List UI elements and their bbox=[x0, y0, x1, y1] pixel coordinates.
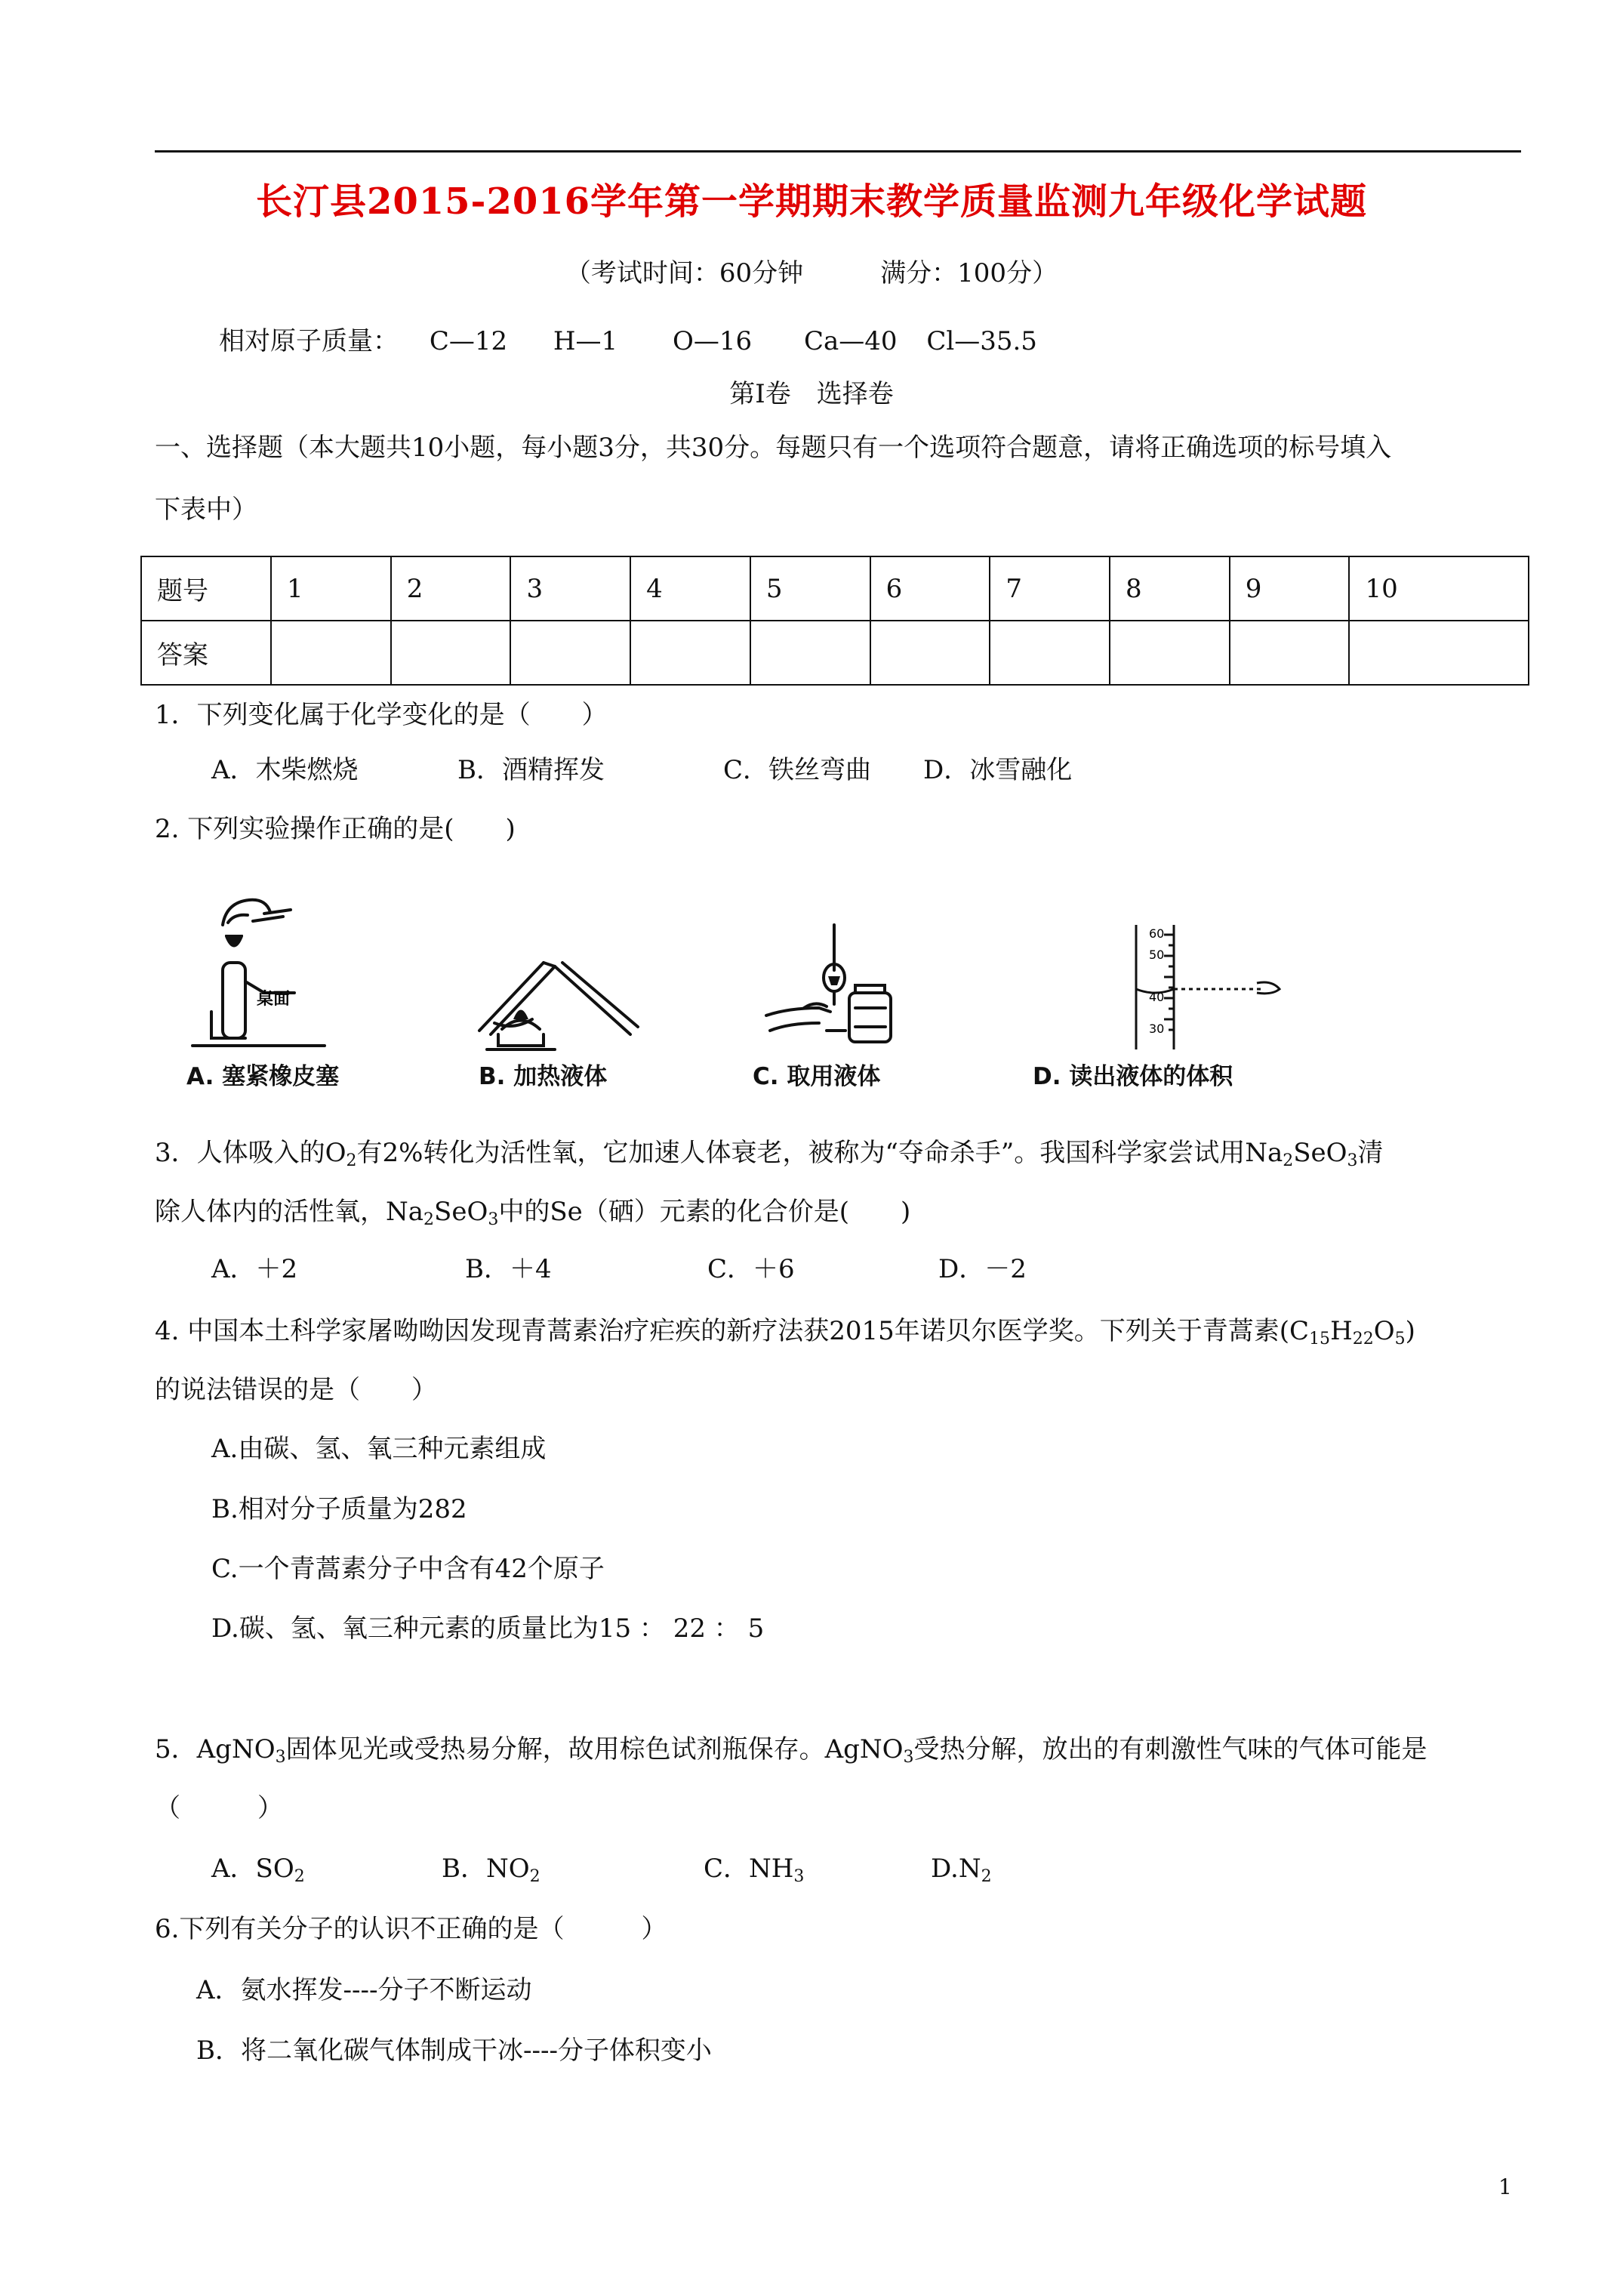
answer-table-number: 6 bbox=[870, 556, 990, 621]
q6-option-a: A．氨水挥发----分子不断运动 bbox=[196, 1975, 532, 2005]
page-number: 1 bbox=[1498, 2174, 1512, 2199]
q1-option-d: D．冰雪融化 bbox=[923, 755, 1073, 785]
q3-text: 有2%转化为活性氧，它加速人体衰老，被称为“夺命杀手”。我国科学家尝试用Na bbox=[356, 1138, 1283, 1168]
q4-line1 bbox=[155, 1316, 1415, 1349]
q3-sub: 2 bbox=[346, 1151, 357, 1170]
q4-option-c: C.一个青蒿素分子中含有42个原子 bbox=[211, 1554, 605, 1584]
q5-text: C．NH bbox=[704, 1854, 794, 1884]
cylinder-tick-50: 50 bbox=[1149, 948, 1165, 962]
q5-sub: 3 bbox=[903, 1748, 914, 1767]
figure-d-cylinder-icon bbox=[1102, 914, 1298, 1053]
answer-cell[interactable] bbox=[1110, 621, 1230, 685]
figure-b-caption: B. 加热液体 bbox=[479, 1063, 608, 1090]
q4-sub: 22 bbox=[1352, 1330, 1374, 1348]
q5-text: 固体见光或受热易分解，故用棕色试剂瓶保存。AgNO bbox=[285, 1734, 904, 1764]
q4-text: 4. 中国本土科学家屠呦呦因发现青蒿素治疗疟疾的新疗法获2015年诺贝尔医学奖。下列关于青蒿素(C bbox=[155, 1316, 1310, 1346]
q6-option-b: B．将二氧化碳气体制成干冰----分子体积变小 bbox=[196, 2036, 712, 2066]
figure-c-caption: C. 取用液体 bbox=[753, 1063, 881, 1090]
q3-option-d: D．－2 bbox=[938, 1254, 1027, 1284]
figure-a-caption: A. 塞紧橡皮塞 bbox=[186, 1063, 340, 1090]
q3-line2 bbox=[155, 1197, 910, 1230]
answer-table-number: 9 bbox=[1230, 556, 1350, 621]
answer-cell[interactable] bbox=[870, 621, 990, 685]
answer-table-number: 3 bbox=[510, 556, 630, 621]
q3-text: 中的Se（硒）元素的化合价是( ) bbox=[498, 1197, 911, 1227]
q3-sub: 2 bbox=[423, 1210, 435, 1229]
answer-cell[interactable] bbox=[271, 621, 391, 685]
answer-table-number: 8 bbox=[1110, 556, 1230, 621]
q3-sub: 3 bbox=[1347, 1151, 1358, 1170]
atomic-mass-h: H—1 bbox=[553, 326, 618, 356]
q4-text: ) bbox=[1405, 1316, 1415, 1346]
atomic-mass-line bbox=[219, 326, 1037, 357]
answer-table-number: 10 bbox=[1349, 556, 1529, 621]
figure-c-dropper-icon bbox=[759, 917, 910, 1053]
exam-info: （考试时间：60分钟 满分：100分） bbox=[565, 258, 1058, 288]
q4-text: O bbox=[1373, 1316, 1395, 1346]
figure-b-heating-icon bbox=[472, 948, 645, 1053]
q5-line2: （ ） bbox=[155, 1793, 283, 1823]
atomic-mass-label: 相对原子质量： bbox=[219, 326, 399, 356]
q4-sub: 5 bbox=[1394, 1330, 1406, 1348]
section1-heading-line1: 一、选择题（本大题共10小题，每小题3分，共30分。每题只有一个选项符合题意，请将正确选项的标号填入 bbox=[155, 433, 1392, 463]
answer-cell[interactable] bbox=[1349, 621, 1529, 685]
atomic-mass-o: O—16 bbox=[673, 326, 753, 356]
q3-line1 bbox=[155, 1138, 1384, 1171]
q3-text: SeO bbox=[434, 1197, 488, 1227]
q5-text: B．NO bbox=[442, 1854, 530, 1884]
table-row bbox=[141, 621, 1529, 685]
cylinder-tick-40: 40 bbox=[1149, 990, 1165, 1004]
answer-table-number: 4 bbox=[630, 556, 750, 621]
q5-option-a bbox=[211, 1854, 305, 1887]
volume-title: 第Ⅰ卷 选择卷 bbox=[729, 379, 894, 409]
atomic-mass-ca: Ca—40 bbox=[803, 326, 898, 356]
atomic-mass-c: C—12 bbox=[429, 326, 508, 356]
q6-stem: 6.下列有关分子的认识不正确的是（ ） bbox=[155, 1914, 667, 1944]
answer-table bbox=[140, 556, 1529, 686]
q5-option-d bbox=[931, 1854, 992, 1887]
q3-text: 3．人体吸入的O bbox=[155, 1138, 346, 1168]
answer-table-header-answer: 答案 bbox=[141, 621, 271, 685]
q3-option-b: B．＋4 bbox=[465, 1254, 552, 1284]
atomic-mass-cl: Cl—35.5 bbox=[926, 326, 1037, 356]
q5-sub: 2 bbox=[981, 1867, 992, 1886]
desk-label: 桌面 bbox=[257, 990, 291, 1009]
answer-table-number: 1 bbox=[271, 556, 391, 621]
q5-text: 受热分解，放出的有刺激性气味的气体可能是 bbox=[913, 1734, 1427, 1764]
q5-sub: 3 bbox=[275, 1748, 286, 1767]
q5-sub: 3 bbox=[793, 1867, 805, 1886]
q1-option-a: A．木柴燃烧 bbox=[211, 755, 359, 785]
q1-stem: 1．下列变化属于化学变化的是（ ） bbox=[155, 700, 608, 730]
q3-text: SeO bbox=[1293, 1138, 1347, 1168]
exam-title: 长汀县2015-2016学年第一学期期末教学质量监测九年级化学试题 bbox=[255, 180, 1368, 223]
answer-table-number: 7 bbox=[990, 556, 1110, 621]
q5-option-c bbox=[704, 1854, 804, 1887]
q1-option-c: C．铁丝弯曲 bbox=[723, 755, 872, 785]
q1-option-b: B．酒精挥发 bbox=[457, 755, 605, 785]
q3-sub: 3 bbox=[488, 1210, 499, 1229]
q3-text: 除人体内的活性氧，Na bbox=[155, 1197, 424, 1227]
q3-sub: 2 bbox=[1283, 1151, 1294, 1170]
q4-line2: 的说法错误的是（ ） bbox=[155, 1375, 437, 1405]
q3-text: 清 bbox=[1357, 1138, 1384, 1168]
q3-option-a: A．＋2 bbox=[211, 1254, 298, 1284]
answer-cell[interactable] bbox=[1230, 621, 1350, 685]
q5-text: D.N bbox=[931, 1854, 981, 1884]
q3-option-c: C．＋6 bbox=[707, 1254, 795, 1284]
answer-table-number: 5 bbox=[750, 556, 870, 621]
q2-stem: 2. 下列实验操作正确的是( ) bbox=[155, 814, 516, 844]
q4-option-b: B.相对分子质量为282 bbox=[211, 1494, 467, 1524]
q5-line1 bbox=[155, 1734, 1427, 1767]
cylinder-tick-30: 30 bbox=[1149, 1022, 1165, 1036]
q4-option-a: A.由碳、氢、氧三种元素组成 bbox=[211, 1434, 547, 1464]
q4-text: H bbox=[1330, 1316, 1353, 1346]
q4-sub: 15 bbox=[1309, 1330, 1331, 1348]
q4-option-d: D.碳、氢、氧三种元素的质量比为15 ： 22 ： 5 bbox=[211, 1613, 765, 1644]
answer-cell[interactable] bbox=[990, 621, 1110, 685]
top-rule bbox=[155, 150, 1521, 153]
answer-cell[interactable] bbox=[391, 621, 511, 685]
answer-cell[interactable] bbox=[750, 621, 870, 685]
q5-option-b bbox=[442, 1854, 540, 1887]
figure-d-caption: D. 读出液体的体积 bbox=[1033, 1063, 1233, 1090]
answer-table-header-number: 题号 bbox=[141, 556, 271, 621]
section1-heading-line2: 下表中） bbox=[155, 495, 257, 525]
cylinder-tick-60: 60 bbox=[1149, 926, 1165, 941]
answer-table-number: 2 bbox=[391, 556, 511, 621]
q5-text: 5．AgNO bbox=[155, 1734, 276, 1764]
q5-sub: 2 bbox=[529, 1867, 540, 1886]
table-row bbox=[141, 556, 1529, 621]
figure-a-stopper-icon bbox=[181, 891, 332, 1049]
answer-cell[interactable] bbox=[510, 621, 630, 685]
q5-text: A．SO bbox=[211, 1854, 294, 1884]
q5-sub: 2 bbox=[294, 1867, 305, 1886]
answer-cell[interactable] bbox=[630, 621, 750, 685]
